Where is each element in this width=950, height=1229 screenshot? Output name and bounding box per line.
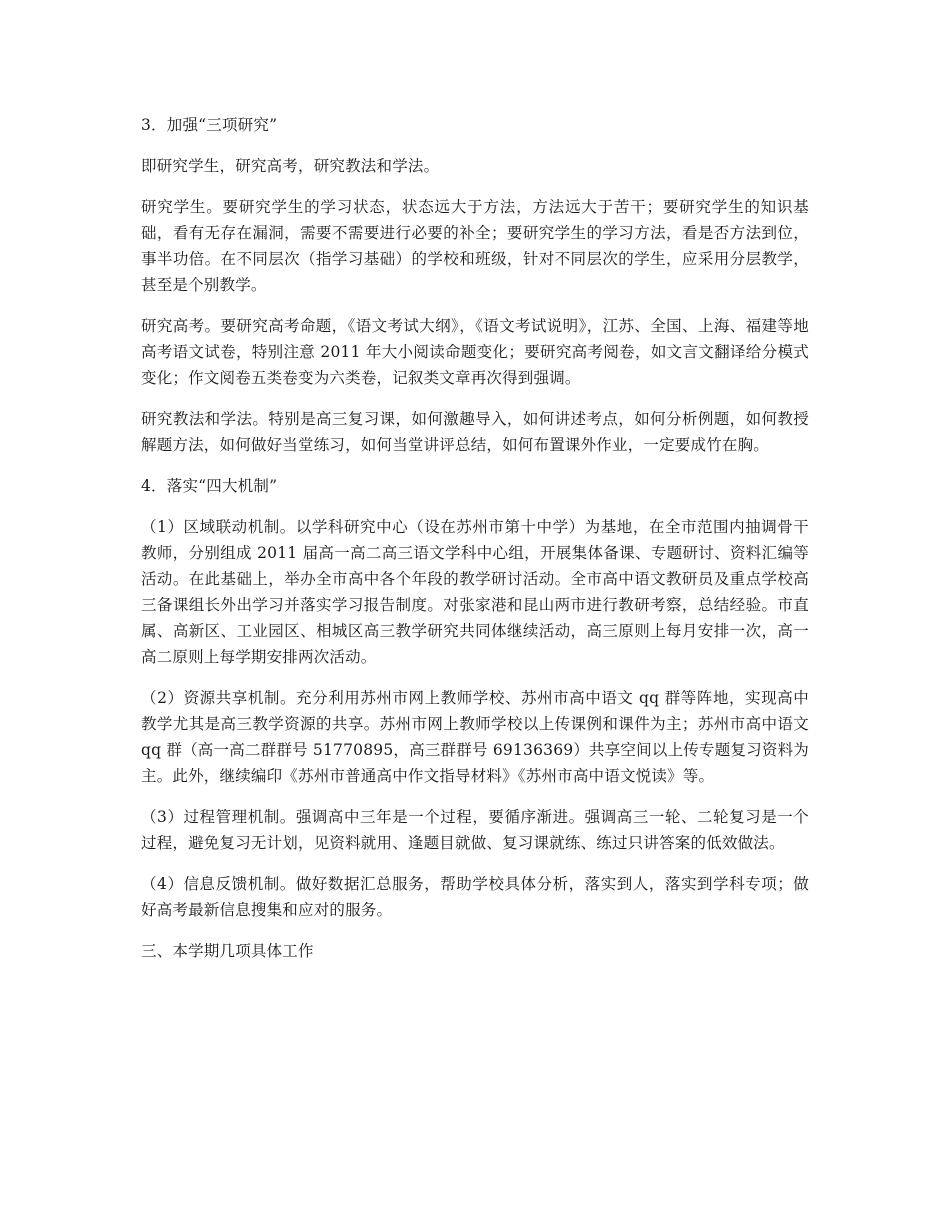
section-heading-three-research: 3．加强“三项研究” <box>141 116 278 134</box>
paragraph-feedback: （4）信息反馈机制。做好数据汇总服务，帮助学校具体分析，落实到人，落实到学科专项；做好高考最新信息搜集和应对的服务。 <box>141 875 809 919</box>
paragraph-research-summary: 即研究学生，研究高考，研究教法和学法。 <box>141 157 440 175</box>
paragraph-resource-sharing: （2）资源共享机制。充分利用苏州市网上教师学校、苏州市高中语文 qq 群等阵地，实现高中教学尤其是高三教学资源的共享。苏州市网上教师学校以上传课例和课件为主；苏州市高中语文 qq 群（高一高二群群号 51770895，高三群群号 69136369）共享空间以上传专题复习资料为主。此外，继续编印《苏州市普通高中作文指导材料》《苏州市高中语文悦读》等。 <box>141 689 809 785</box>
paragraph-regional-linkage: （1）区域联动机制。以学科研究中心（设在苏州市第十中学）为基地，在全市范围内抽调骨干教师，分别组成 2011 届高一高二高三语文学科中心组，开展集体备课、专题研讨、资料汇编等活动。在此基础上，举办全市高中各个年段的教学研讨活动。全市高中语文教研员及重点学校高三备课组长外出学习并落实学习报告制度。对张家港和昆山两市进行教研考察，总结经验。市直属、高新区、工业园区、相城区高三教学研究共同体继续活动，高三原则上每月安排一次，高一高二原则上每学期安排两次活动。 <box>141 518 809 666</box>
paragraph-research-students: 研究学生。要研究学生的学习状态，状态远大于方法，方法远大于苦干；要研究学生的知识基础，看有无存在漏洞，需要不需要进行必要的补全；要研究学生的学习方法，看是否方法到位，事半功倍。在不同层次（指学习基础）的学校和班级，针对不同层次的学生，应采用分层教学，甚至是个别教学。 <box>141 198 809 294</box>
section-heading-four-mechanisms: 4．落实“四大机制” <box>141 477 278 495</box>
paragraph-process-management: （3）过程管理机制。强调高中三年是一个过程，要循序渐进。强调高三一轮、二轮复习是一个过程，避免复习无计划，见资料就用、逢题目就做、复习课就练、练过只讲答案的低效做法。 <box>141 808 809 852</box>
document-page <box>141 112 809 979</box>
section-heading-semester-work: 三、本学期几项具体工作 <box>141 942 314 960</box>
paragraph-research-methods: 研究教法和学法。特别是高三复习课，如何激趣导入，如何讲述考点，如何分析例题，如何教授解题方法，如何做好当堂练习，如何当堂讲评总结，如何布置课外作业，一定要成竹在胸。 <box>141 410 809 454</box>
paragraph-research-exam: 研究高考。要研究高考命题，《语文考试大纲》，《语文考试说明》，江苏、全国、上海、福建等地高考语文试卷，特别注意 2011 年大小阅读命题变化；要研究高考阅卷，如文言文翻译给分模式变化；作文阅卷五类卷变为六类卷，记叙类文章再次得到强调。 <box>141 317 809 387</box>
